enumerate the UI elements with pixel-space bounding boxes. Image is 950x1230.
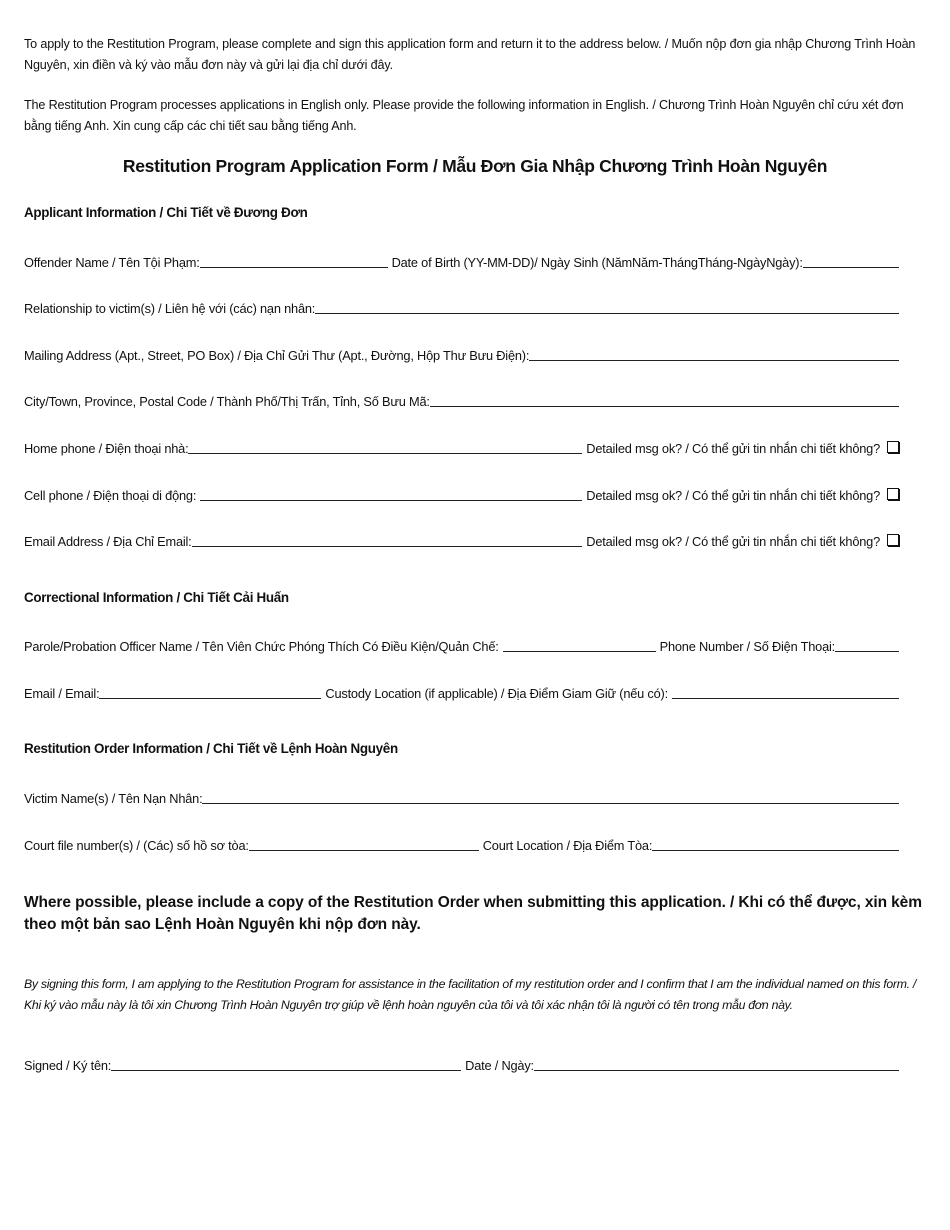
officer-name-label: Parole/Probation Officer Name / Tên Viên Chức Phóng Thích Có Điều Kiện/Quản Chế: — [24, 639, 499, 654]
custody-location-label: Custody Location (if applicable) / Địa Điểm Giam Giữ (nếu có): — [325, 686, 668, 701]
home-phone-detailed-msg-label: Detailed msg ok? / Có thể gửi tin nhắn chi tiết không? — [586, 441, 880, 456]
relationship-field[interactable] — [315, 300, 899, 314]
correctional-section-heading: Correctional Information / Chi Tiết Cải Huấn — [24, 590, 289, 605]
home-phone-field[interactable] — [188, 440, 582, 454]
offender-name-row — [24, 252, 899, 270]
date-label: Date / Ngày: — [465, 1058, 534, 1073]
officer-email-field[interactable] — [99, 685, 321, 699]
officer-name-field[interactable] — [503, 638, 656, 652]
signed-label: Signed / Ký tên: — [24, 1058, 112, 1073]
city-field[interactable] — [430, 393, 899, 407]
restitution-order-section-heading: Restitution Order Information / Chi Tiết về Lệnh Hoàn Nguyên — [24, 741, 398, 756]
court-location-field[interactable] — [652, 837, 899, 851]
relationship-row — [24, 298, 899, 316]
officer-phone-label: Phone Number / Số Điện Thoại: — [659, 639, 835, 654]
victim-names-row — [24, 788, 899, 806]
court-row — [24, 835, 899, 853]
applicant-section-heading: Applicant Information / Chi Tiết về Đương Đơn — [24, 205, 308, 220]
signature-field[interactable] — [111, 1057, 461, 1071]
officer-row — [24, 636, 899, 654]
offender-name-field[interactable] — [200, 254, 388, 268]
date-of-birth-field[interactable] — [803, 254, 899, 268]
email-detailed-msg-label: Detailed msg ok? / Có thể gửi tin nhắn chi tiết không? — [586, 534, 880, 549]
form-title: Restitution Program Application Form / Mẫu Đơn Gia Nhập Chương Trình Hoàn Nguyên — [122, 156, 828, 176]
date-field[interactable] — [534, 1057, 899, 1071]
court-file-label: Court file number(s) / (Các) số hồ sơ tòa: — [24, 838, 249, 853]
court-file-field[interactable] — [249, 837, 479, 851]
apply-instructions: To apply to the Restitution Program, please complete and sign this application form and return it to the address below. / Muốn nộp đơn gia nhập Chương Trình Hoàn Nguyên, xin điền và ký vào mẫu đơn này và gửi lại địa chỉ dưới đây. — [24, 37, 916, 72]
cell-phone-detailed-msg-checkbox[interactable] — [887, 488, 899, 500]
mailing-address-field[interactable] — [529, 347, 899, 361]
date-of-birth-label: Date of Birth (YY-MM-DD)/ Ngày Sinh (NămNăm-ThángTháng-NgàyNgày): — [391, 255, 803, 270]
cell-phone-field[interactable] — [200, 487, 582, 501]
home-phone-row — [24, 438, 899, 456]
cell-phone-detailed-msg-label: Detailed msg ok? / Có thể gửi tin nhắn chi tiết không? — [586, 488, 880, 503]
signature-row — [24, 1055, 899, 1073]
officer-email-row — [24, 683, 899, 701]
home-phone-detailed-msg-checkbox[interactable] — [887, 441, 899, 453]
city-row — [24, 391, 899, 409]
email-row — [24, 531, 899, 549]
email-field[interactable] — [192, 533, 583, 547]
cell-phone-label: Cell phone / Điện thoại di động: — [24, 488, 197, 503]
victim-names-field[interactable] — [202, 790, 899, 804]
relationship-label: Relationship to victim(s) / Liên hệ với (các) nạn nhân: — [24, 301, 316, 316]
consent-statement: By signing this form, I am applying to the Restitution Program for assistance in the facilitation of my restitution order and I confirm that I am the individual named on this form. / Khi ký vào mẫu này là tôi xin Chương Trình Hoàn Nguyên trợ giúp về lệnh hoàn nguyên của tôi và tôi xác nhận tôi là người có tên trong mẫu đơn này. — [24, 977, 917, 1012]
court-location-label: Court Location / Địa Điểm Tòa: — [482, 838, 653, 853]
custody-location-field[interactable] — [672, 685, 899, 699]
victim-names-label: Victim Name(s) / Tên Nạn Nhân: — [24, 791, 203, 806]
city-label: City/Town, Province, Postal Code / Thành Phố/Thị Trấn, Tỉnh, Số Bưu Mã: — [24, 394, 430, 409]
include-copy-note: Where possible, please include a copy of the Restitution Order when submitting this application. / Khi có thể được, xin kèm theo một bản sao Lệnh Hoàn Nguyên khi nộp đơn này. — [24, 894, 922, 933]
officer-phone-field[interactable] — [835, 638, 899, 652]
language-note: The Restitution Program processes applications in English only. Please provide the following information in English. / Chương Trình Hoàn Nguyên chỉ cứu xét đơn bằng tiếng Anh. Xin cung cấp các chi tiết sau bằng tiếng Anh. — [24, 98, 904, 133]
email-label: Email Address / Địa Chỉ Email: — [24, 534, 192, 549]
mailing-address-label: Mailing Address (Apt., Street, PO Box) / Địa Chỉ Gửi Thư (Apt., Đường, Hộp Thư Bưu Điện): — [24, 348, 530, 363]
officer-email-label: Email / Email: — [24, 686, 100, 701]
offender-name-label: Offender Name / Tên Tội Phạm: — [24, 255, 200, 270]
home-phone-label: Home phone / Điện thoại nhà: — [24, 441, 189, 456]
mailing-address-row — [24, 345, 899, 363]
email-detailed-msg-checkbox[interactable] — [887, 534, 899, 546]
cell-phone-row — [24, 485, 899, 503]
